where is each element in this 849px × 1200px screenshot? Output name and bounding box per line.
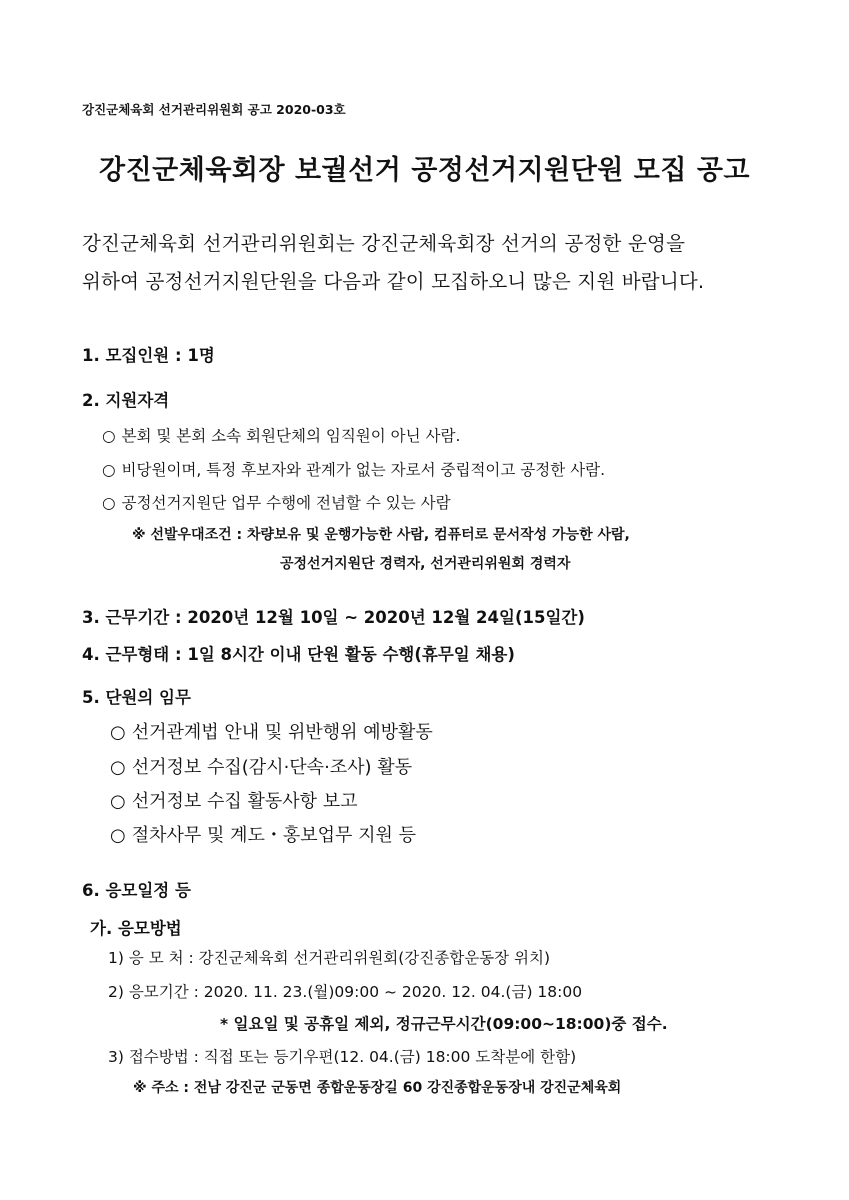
duty-item: ○ 선거정보 수집(감시·단속·조사) 활동 (110, 757, 413, 778)
circle-bullet-icon: ○ (102, 461, 116, 479)
page-title: 강진군체육회장 보궐선거 공정선거지원단원 모집 공고 (99, 155, 750, 186)
circle-bullet-icon: ○ (110, 791, 126, 812)
application-period: 2) 응모기간 : 2020. 11. 23.(월)09:00 ~ 2020. 12. 04.(금) 18:00 (108, 983, 583, 1001)
preference-note-line-1: ※ 선발우대조건 : 차량보유 및 운행가능한 사람, 컴퓨터로 문서작성 가능한 사람, (132, 527, 630, 543)
circle-bullet-icon: ○ (110, 757, 126, 778)
intro-line-2: 위하여 공정선거지원단원을 다음과 같이 모집하오니 많은 지원 바랍니다. (82, 270, 705, 293)
notice-number: 강진군체육회 선거관리위원회 공고 2020-03호 (82, 102, 346, 117)
duty-item: ○ 선거관계법 안내 및 위반행위 예방활동 (110, 722, 433, 743)
application-method-heading: 가. 응모방법 (90, 919, 182, 938)
address-note: ※ 주소 : 전남 강진군 군동면 종합운동장길 60 강진종합운동장내 강진군체육회 (133, 1080, 622, 1096)
qualification-item: ○ 비당원이며, 특정 후보자와 관계가 없는 자로서 중립적이고 공정한 사람. (102, 461, 606, 479)
intro-line-1: 강진군체육회 선거관리위원회는 강진군체육회장 선거의 공정한 운영을 (82, 232, 686, 255)
circle-bullet-icon: ○ (102, 494, 116, 512)
duty-item: ○ 선거정보 수집 활동사항 보고 (110, 791, 358, 812)
circle-bullet-icon: ○ (102, 427, 116, 445)
section-2-heading: 2. 지원자격 (82, 391, 170, 410)
section-6-heading: 6. 응모일정 등 (82, 881, 191, 900)
circle-bullet-icon: ○ (110, 825, 126, 846)
section-3-heading: 3. 근무기간 : 2020년 12월 10일 ~ 2020년 12월 24일(15일간) (82, 608, 585, 627)
application-place: 1) 응 모 처 : 강진군체육회 선거관리위원회(강진종합운동장 위치) (108, 949, 551, 967)
qualification-item: ○ 본회 및 본회 소속 회원단체의 임직원이 아닌 사람. (102, 427, 461, 445)
preference-note-line-2: 공정선거지원단 경력자, 선거관리위원회 경력자 (280, 556, 571, 572)
duty-item: ○ 절차사무 및 계도・홍보업무 지원 등 (110, 825, 417, 846)
circle-bullet-icon: ○ (110, 722, 126, 743)
section-4-heading: 4. 근무형태 : 1일 8시간 이내 단원 활동 수행(휴무일 채용) (82, 645, 515, 664)
section-5-heading: 5. 단원의 임무 (82, 688, 191, 707)
application-period-note: * 일요일 및 공휴일 제외, 정규근무시간(09:00~18:00)중 접수. (220, 1015, 668, 1033)
qualification-item: ○ 공정선거지원단 업무 수행에 전념할 수 있는 사람 (102, 494, 451, 512)
section-1-heading: 1. 모집인원 : 1명 (82, 346, 215, 365)
application-method: 3) 접수방법 : 직접 또는 등기우편(12. 04.(금) 18:00 도착분에 한함) (108, 1048, 577, 1066)
